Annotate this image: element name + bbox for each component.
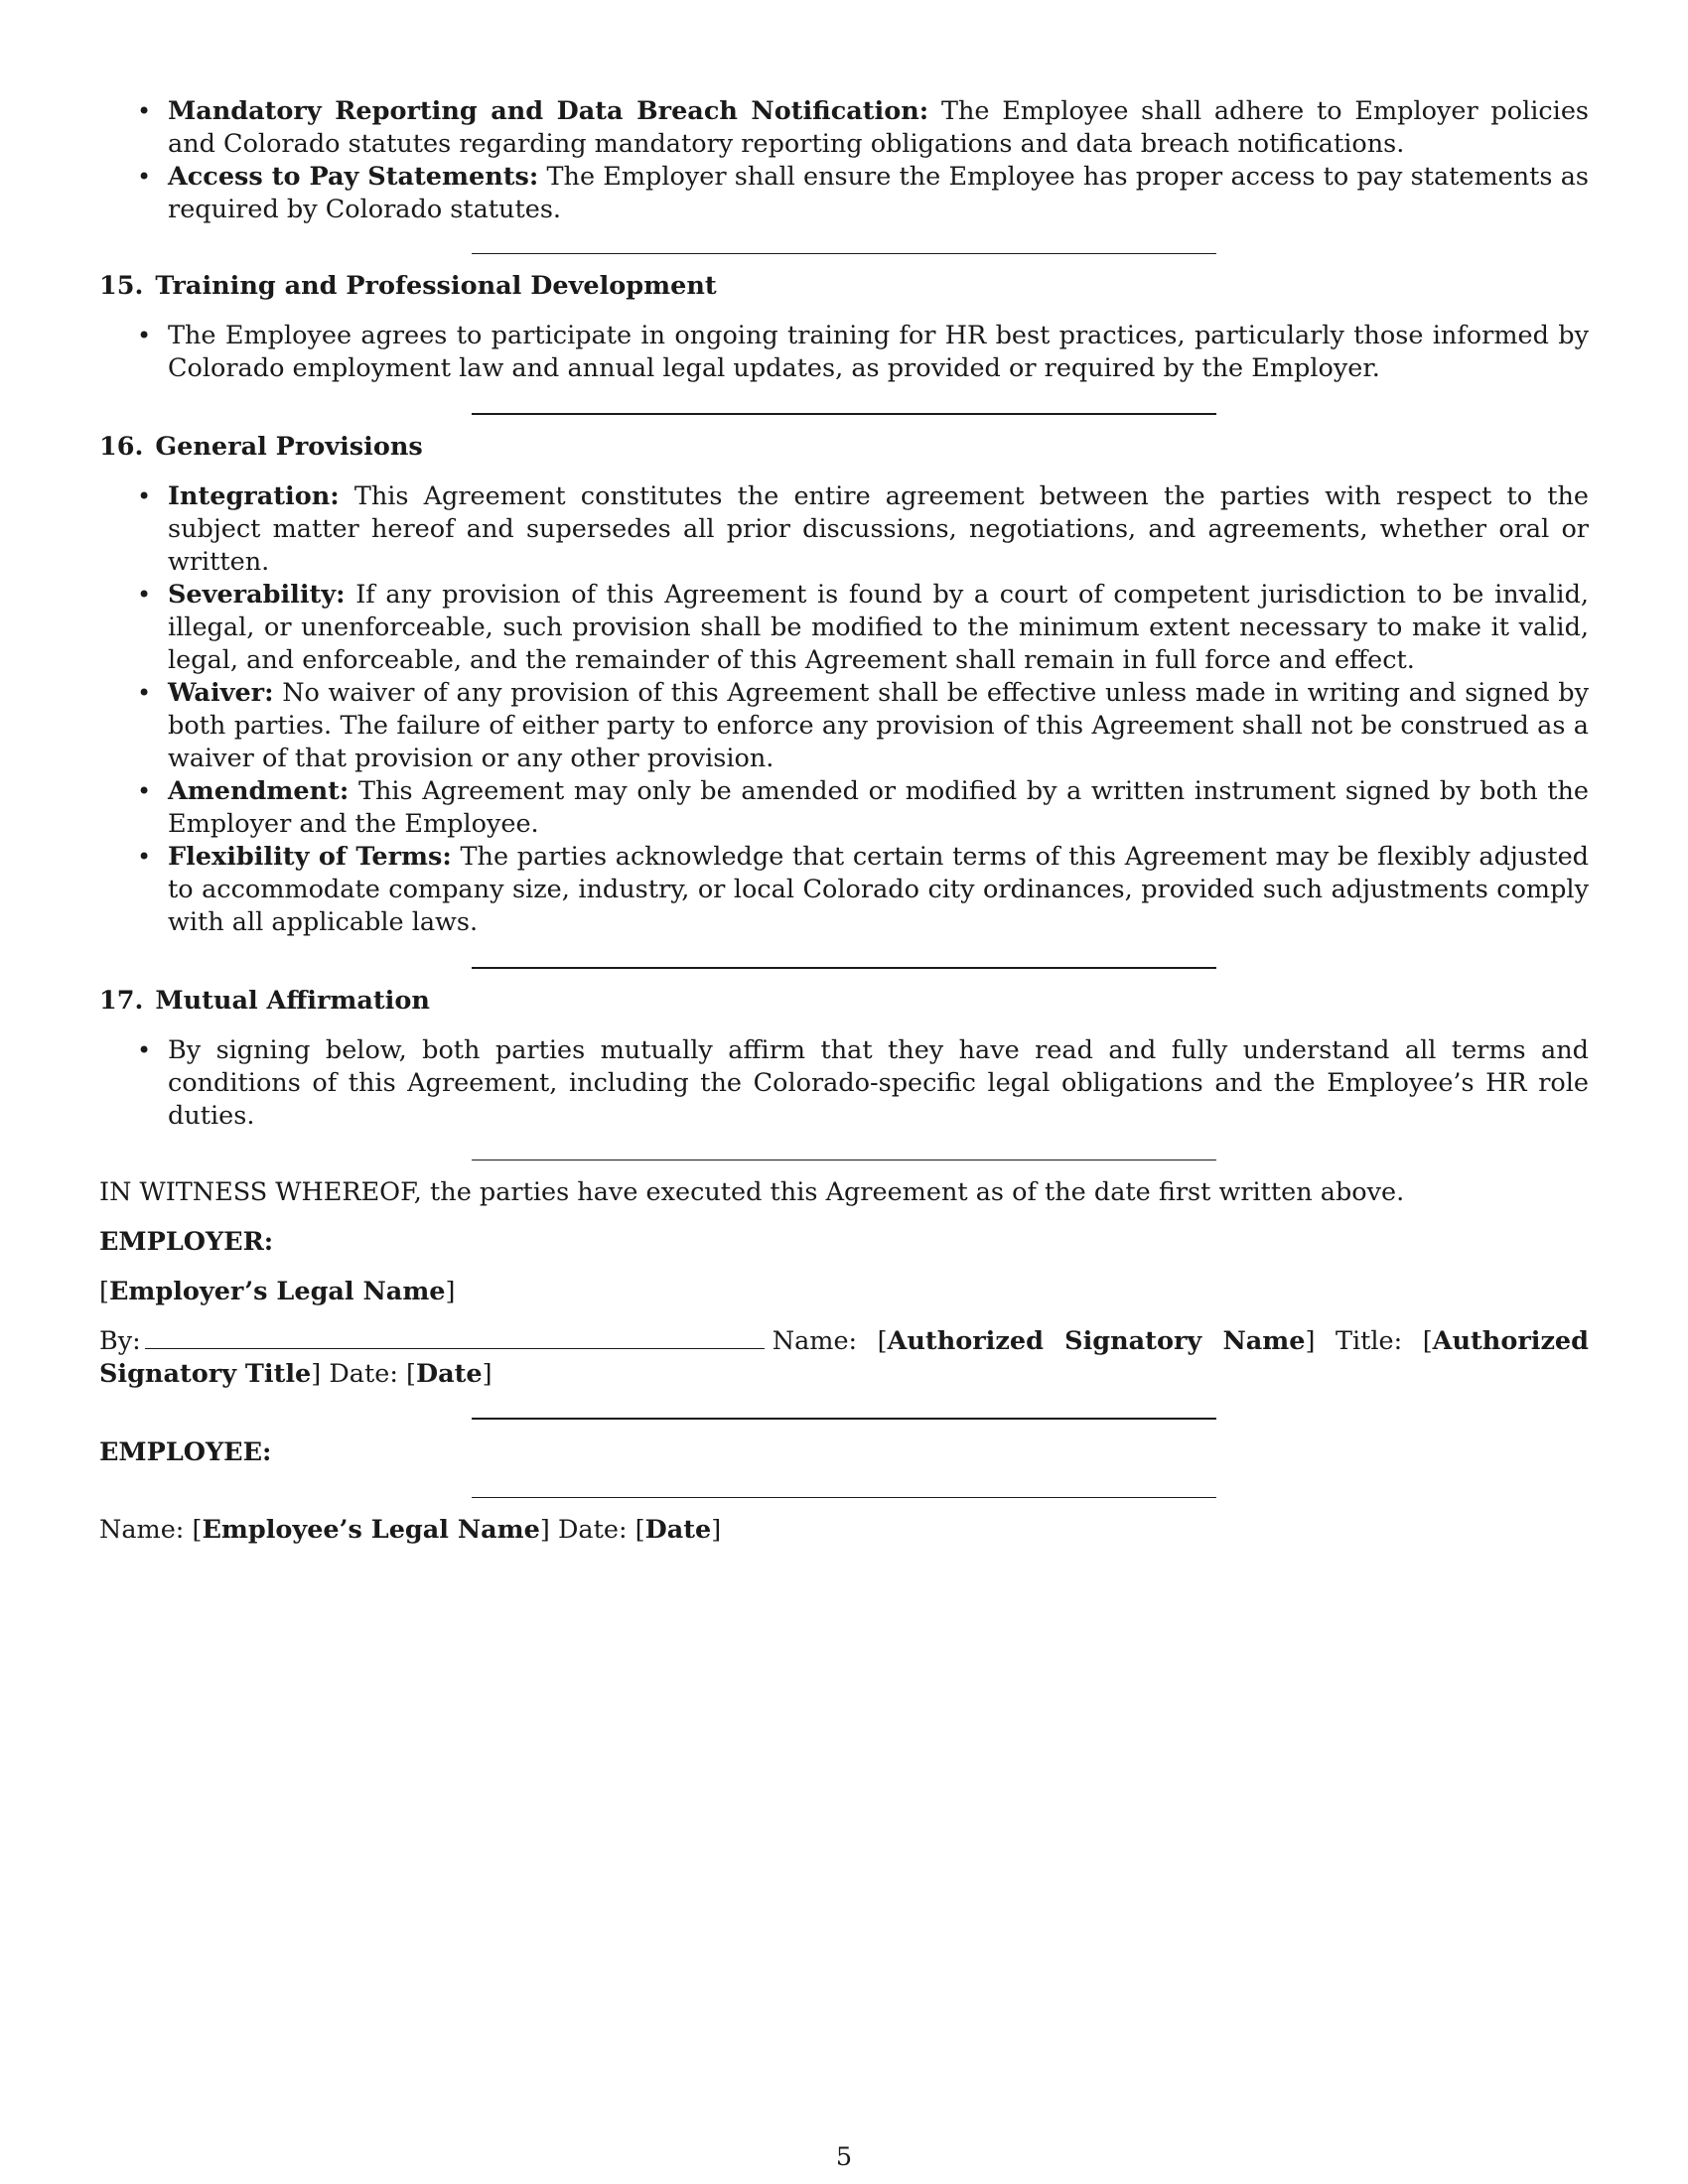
section-title: Training and Professional Development (155, 271, 717, 301)
signatory-name: Authorized Signatory Name (887, 1326, 1306, 1356)
name-label: Name: (99, 1515, 185, 1545)
section-heading-15 (99, 270, 1589, 303)
section-divider (472, 253, 1216, 254)
section-number: 17. (99, 986, 144, 1016)
term-label: Mandatory Reporting and Data Breach Notification: (168, 96, 929, 126)
section-title: General Provisions (155, 432, 423, 462)
section-16-list (99, 480, 1589, 939)
employee-name-line: Name: [Employee’s Legal Name] Date: [Date] (99, 1515, 722, 1545)
term-text: This Agreement may only be amended or modified by a written instrument signed by both the Employer and the Employee. (168, 776, 1589, 839)
document-page (99, 95, 1589, 1547)
section-divider (472, 413, 1216, 415)
section-number: 15. (99, 271, 144, 301)
list-item (99, 320, 1589, 385)
list-item (99, 95, 1589, 161)
term-label: Waiver: (168, 678, 274, 708)
date-label: Date: (329, 1359, 398, 1389)
section-title: Mutual Affirmation (155, 986, 430, 1016)
title-label: Title: (1335, 1326, 1403, 1356)
item-text: By signing below, both parties mutually affirm that they have read and fully understand all terms and conditions of this Agreement, including the Colorado-specific legal obligations and the Employee’s HR role duties. (168, 1035, 1589, 1131)
employee-date: Date (644, 1515, 712, 1545)
employer-signature-line: By: Name: [Authorized Signatory Name] Title: [Authorized Signatory Title] Date: [Date] (99, 1326, 1589, 1389)
section-heading-17 (99, 985, 1589, 1018)
section-divider (472, 1418, 1216, 1420)
list-item (99, 841, 1589, 939)
list-item (99, 1034, 1589, 1133)
date-label: Date: (557, 1515, 628, 1545)
section-number: 16. (99, 432, 144, 462)
employer-signature-field[interactable] (145, 1326, 765, 1349)
signatory-title: Authorized Signatory Title (99, 1326, 1589, 1389)
section-heading-16 (99, 431, 1589, 464)
term-label: Access to Pay Statements: (168, 162, 539, 192)
name-label: Name: (772, 1326, 858, 1356)
by-label: By: (99, 1326, 141, 1356)
term-text: The parties acknowledge that certain terms of this Agreement may be flexibly adjusted to accommodate company size, industry, or local Colorado city ordinances, provided such adjustments comply with all applicable laws. (168, 842, 1589, 937)
section-17-list (99, 1034, 1589, 1133)
employer-name: Employer’s Legal Name (108, 1277, 446, 1306)
employer-date: Date (415, 1359, 483, 1389)
term-label: Integration: (168, 481, 340, 511)
list-item (99, 161, 1589, 226)
term-text: The Employee shall adhere to Employer policies and Colorado statutes regarding mandatory reporting obligations and data breach notifications. (168, 96, 1589, 159)
term-text: This Agreement constitutes the entire agreement between the parties with respect to the subject matter hereof and supersedes all prior discussions, negotiations, and agreements, whether oral or written. (168, 481, 1590, 577)
term-text: The Employer shall ensure the Employee has proper access to pay statements as required by Colorado statutes. (168, 162, 1589, 224)
term-text: If any provision of this Agreement is found by a court of competent jurisdiction to be invalid, illegal, or unenforceable, such provision shall be modified to the minimum extent necessary to make it valid, legal, and enforceable, and the remainder of this Agreement shall remain in full force and effect. (168, 580, 1589, 675)
list-item (99, 775, 1589, 841)
page-number: 5 (835, 2142, 853, 2172)
term-label: Severability: (168, 580, 346, 610)
section-14-continued-list (99, 95, 1589, 226)
list-item (99, 579, 1589, 677)
term-label: Flexibility of Terms: (168, 842, 452, 872)
employer-heading: EMPLOYER: (99, 1227, 274, 1257)
employee-heading: EMPLOYEE: (99, 1437, 272, 1467)
list-item (99, 677, 1589, 775)
section-divider (472, 967, 1216, 969)
employee-name: Employee’s Legal Name (202, 1515, 540, 1545)
witness-statement: IN WITNESS WHEREOF, the parties have executed this Agreement as of the date first written above. (99, 1177, 1405, 1207)
list-item (99, 480, 1589, 579)
employer-name-line: [Employer’s Legal Name] (99, 1277, 456, 1306)
term-label: Amendment: (168, 776, 350, 806)
section-15-list (99, 320, 1589, 385)
item-text: The Employee agrees to participate in ongoing training for HR best practices, particularly those informed by Colorado employment law and annual legal updates, as provided or required by the Employer. (168, 321, 1589, 383)
employee-signature-line[interactable] (472, 1497, 1216, 1498)
term-text: No waiver of any provision of this Agreement shall be effective unless made in writing and signed by both parties. The failure of either party to enforce any provision of this Agreement shall not be construed as a waiver of that provision or any other provision. (168, 678, 1589, 773)
